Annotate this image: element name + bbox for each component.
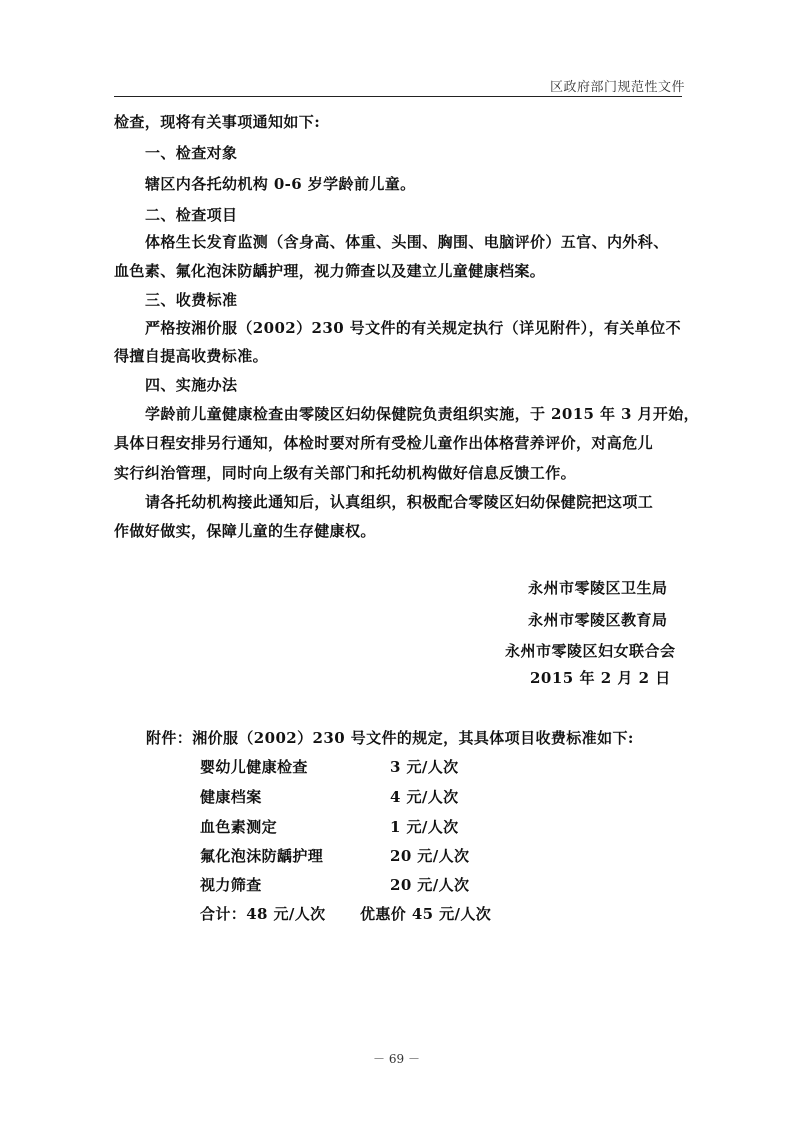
body-line: 作做好做实，保障儿童的生存健康权。: [114, 522, 376, 540]
body-line: 得擅自提高收费标准。: [114, 347, 269, 365]
body-line: 体格生长发育监测（含身高、体重、头围、胸围、电脑评价）五官、内外科、: [145, 233, 669, 251]
fee-item-value: 3 元/人次: [390, 758, 459, 776]
fee-item-value: 20 元/人次: [390, 847, 470, 865]
body-line: 具体日程安排另行通知，体检时要对所有受检儿童作出体格营养评价，对高危儿: [114, 434, 654, 452]
header-title: 区政府部门规范性文件: [549, 80, 685, 95]
fee-item-value: 4 元/人次: [390, 788, 459, 806]
fee-item-value: 1 元/人次: [390, 818, 459, 836]
fee-discount: 优惠价 45 元/人次: [360, 905, 492, 923]
signature-date: 2015 年 2 月 2 日: [530, 669, 671, 687]
signatory-education-bureau: 永州市零陵区教育局: [528, 611, 668, 629]
body-line: 辖区内各托幼机构 0-6 岁学龄前儿童。: [145, 175, 416, 193]
header-divider: [114, 96, 682, 97]
body-line: 严格按湘价服（2002）230 号文件的有关规定执行（详见附件），有关单位不: [145, 319, 681, 337]
section-heading: 三、收费标准: [145, 291, 238, 309]
signatory-womens-federation: 永州市零陵区妇女联合会: [505, 642, 676, 660]
fee-item-name: 婴幼儿健康检查: [200, 758, 308, 776]
fee-total: 合计：48 元/人次: [200, 905, 326, 923]
body-line: 实行纠治管理，同时向上级有关部门和托幼机构做好信息反馈工作。: [114, 464, 577, 482]
signatory-health-bureau: 永州市零陵区卫生局: [528, 579, 668, 597]
fee-item-name: 视力筛查: [200, 876, 262, 894]
body-line: 检查，现将有关事项通知如下:: [114, 113, 321, 131]
fee-item-name: 氟化泡沫防龋护理: [200, 847, 324, 865]
section-heading: 二、检查项目: [145, 206, 238, 224]
attachment-intro: 附件：湘价服（2002）230 号文件的规定，其具体项目收费标准如下:: [146, 729, 634, 747]
section-heading: 四、实施办法: [145, 376, 238, 394]
body-line: 请各托幼机构接此通知后，认真组织，积极配合零陵区妇幼保健院把这项工: [145, 493, 654, 511]
body-line: 血色素、氟化泡沫防龋护理，视力筛查以及建立儿童健康档案。: [114, 262, 546, 280]
fee-item-name: 健康档案: [200, 788, 262, 806]
fee-item-name: 血色素测定: [200, 818, 278, 836]
section-heading: 一、检查对象: [145, 144, 238, 162]
page-number: － 69 －: [373, 1052, 420, 1066]
body-line: 学龄前儿童健康检查由零陵区妇幼保健院负责组织实施，于 2015 年 3 月开始，: [145, 405, 700, 423]
fee-item-value: 20 元/人次: [390, 876, 470, 894]
